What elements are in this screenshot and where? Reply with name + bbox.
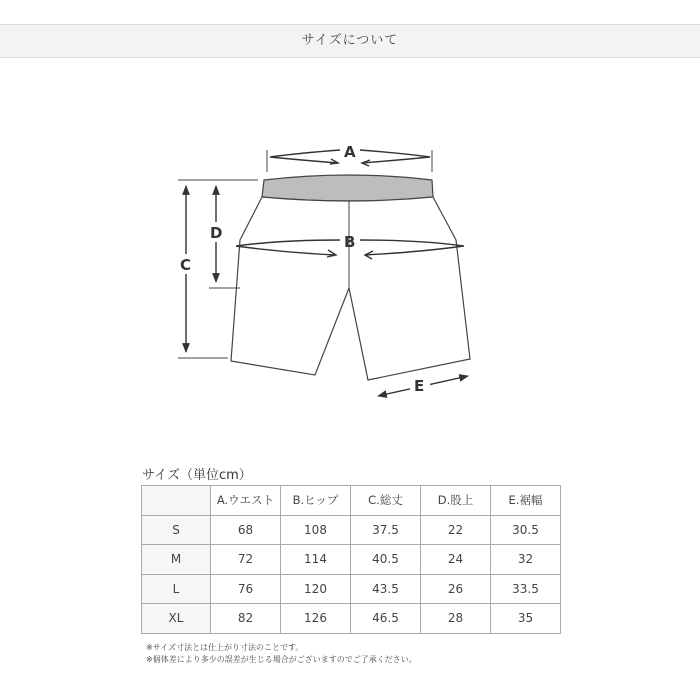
table-cell: 46.5 bbox=[351, 604, 421, 634]
shorts-outline bbox=[231, 175, 470, 380]
column-header-hem: E.裾幅 bbox=[491, 486, 561, 516]
measure-e-hem bbox=[378, 376, 468, 396]
table-cell: 33.5 bbox=[491, 574, 561, 604]
table-cell: 28 bbox=[421, 604, 491, 634]
table-caption: サイズ（単位cm） bbox=[142, 468, 252, 483]
note-line: ※サイズ寸法とは仕上がり寸法のことです。 bbox=[146, 643, 304, 652]
table-cell: 114 bbox=[281, 545, 351, 575]
label-a: A bbox=[344, 143, 356, 161]
column-header-corner bbox=[142, 486, 211, 516]
table-cell: 26 bbox=[421, 574, 491, 604]
column-header-rise: D.股上 bbox=[421, 486, 491, 516]
table-cell: 72 bbox=[211, 545, 281, 575]
table-cell: 82 bbox=[211, 604, 281, 634]
table-cell: 43.5 bbox=[351, 574, 421, 604]
table-cell: 108 bbox=[281, 515, 351, 545]
row-size-label: L bbox=[142, 574, 211, 604]
table-cell: 126 bbox=[281, 604, 351, 634]
column-header-length: C.総丈 bbox=[351, 486, 421, 516]
size-table bbox=[141, 485, 561, 634]
page-title: サイズについて bbox=[301, 33, 399, 48]
column-header-hip: B.ヒップ bbox=[281, 486, 351, 516]
table-row bbox=[142, 604, 561, 634]
label-c: C bbox=[180, 256, 192, 274]
label-b: B bbox=[344, 233, 356, 251]
table-cell: 37.5 bbox=[351, 515, 421, 545]
column-header-waist: A.ウエスト bbox=[211, 486, 281, 516]
table-header-row bbox=[142, 486, 561, 516]
table-cell: 68 bbox=[211, 515, 281, 545]
table-cell: 40.5 bbox=[351, 545, 421, 575]
label-e: E bbox=[414, 377, 425, 395]
table-cell: 120 bbox=[281, 574, 351, 604]
row-size-label: XL bbox=[142, 604, 211, 634]
measure-d-rise bbox=[206, 186, 240, 288]
table-cell: 35 bbox=[491, 604, 561, 634]
table-cell: 30.5 bbox=[491, 515, 561, 545]
table-cell: 32 bbox=[491, 545, 561, 575]
row-size-label: S bbox=[142, 515, 211, 545]
notes bbox=[146, 642, 417, 666]
table-row bbox=[142, 515, 561, 545]
row-size-label: M bbox=[142, 545, 211, 575]
table-row bbox=[142, 574, 561, 604]
table-cell: 22 bbox=[421, 515, 491, 545]
measure-a-waist bbox=[267, 143, 432, 172]
table-cell: 24 bbox=[421, 545, 491, 575]
label-d: D bbox=[210, 224, 223, 242]
table-row bbox=[142, 545, 561, 575]
note-line: ※個体差により多少の誤差が生じる場合がございますのでご了承ください。 bbox=[146, 655, 417, 664]
table-cell: 76 bbox=[211, 574, 281, 604]
